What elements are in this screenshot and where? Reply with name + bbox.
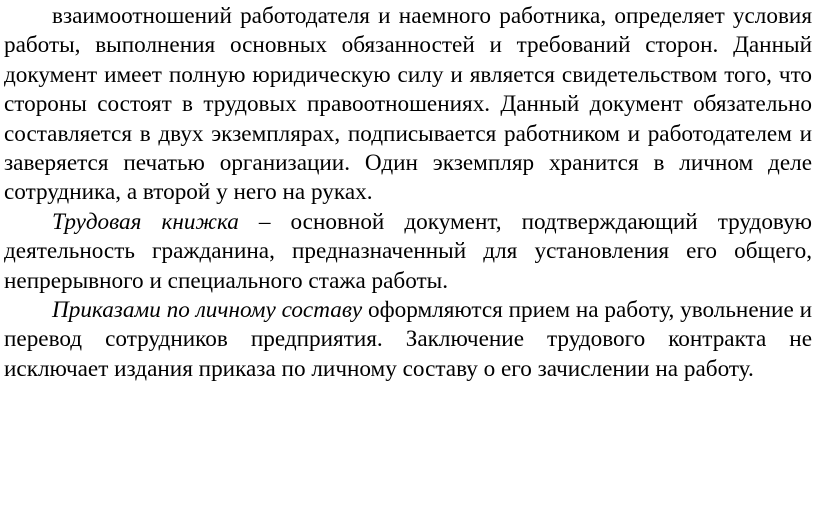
term-work-book: Трудовая книжка (52, 208, 239, 235)
paragraph-personnel-orders (4, 296, 812, 384)
paragraph-work-book (4, 208, 812, 296)
paragraph-text: оформляются прием на работу, увольнение и перевод сотрудников предприятия. Заключение трудового контракта не исключает издания приказа по личному составу о его зачислении на работу. (4, 297, 812, 382)
document-page (4, 2, 812, 384)
paragraph-text: взаимоотношений работодателя и наемного работника, определяет условия работы, выполнения основных обязанностей и требований сторон. Данный документ имеет полную юридическую силу и является свидетельством того, что стороны состоят в трудовых правоотношениях. Данный документ обязательно составляется в двух экземплярах, подписывается работником и работодателем и заверяется печатью организации. Один экземпляр хранится в личном деле сотрудника, а второй у него на руках. (4, 3, 812, 206)
term-personnel-orders: Приказами по личному составу (52, 297, 363, 324)
paragraph-employment-contract (4, 2, 812, 208)
paragraph-text: – основной документ, подтверждающий трудовую деятельность гражданина, предназначенный для установления его общего, непрерывного и специального стажа работы. (4, 208, 812, 294)
